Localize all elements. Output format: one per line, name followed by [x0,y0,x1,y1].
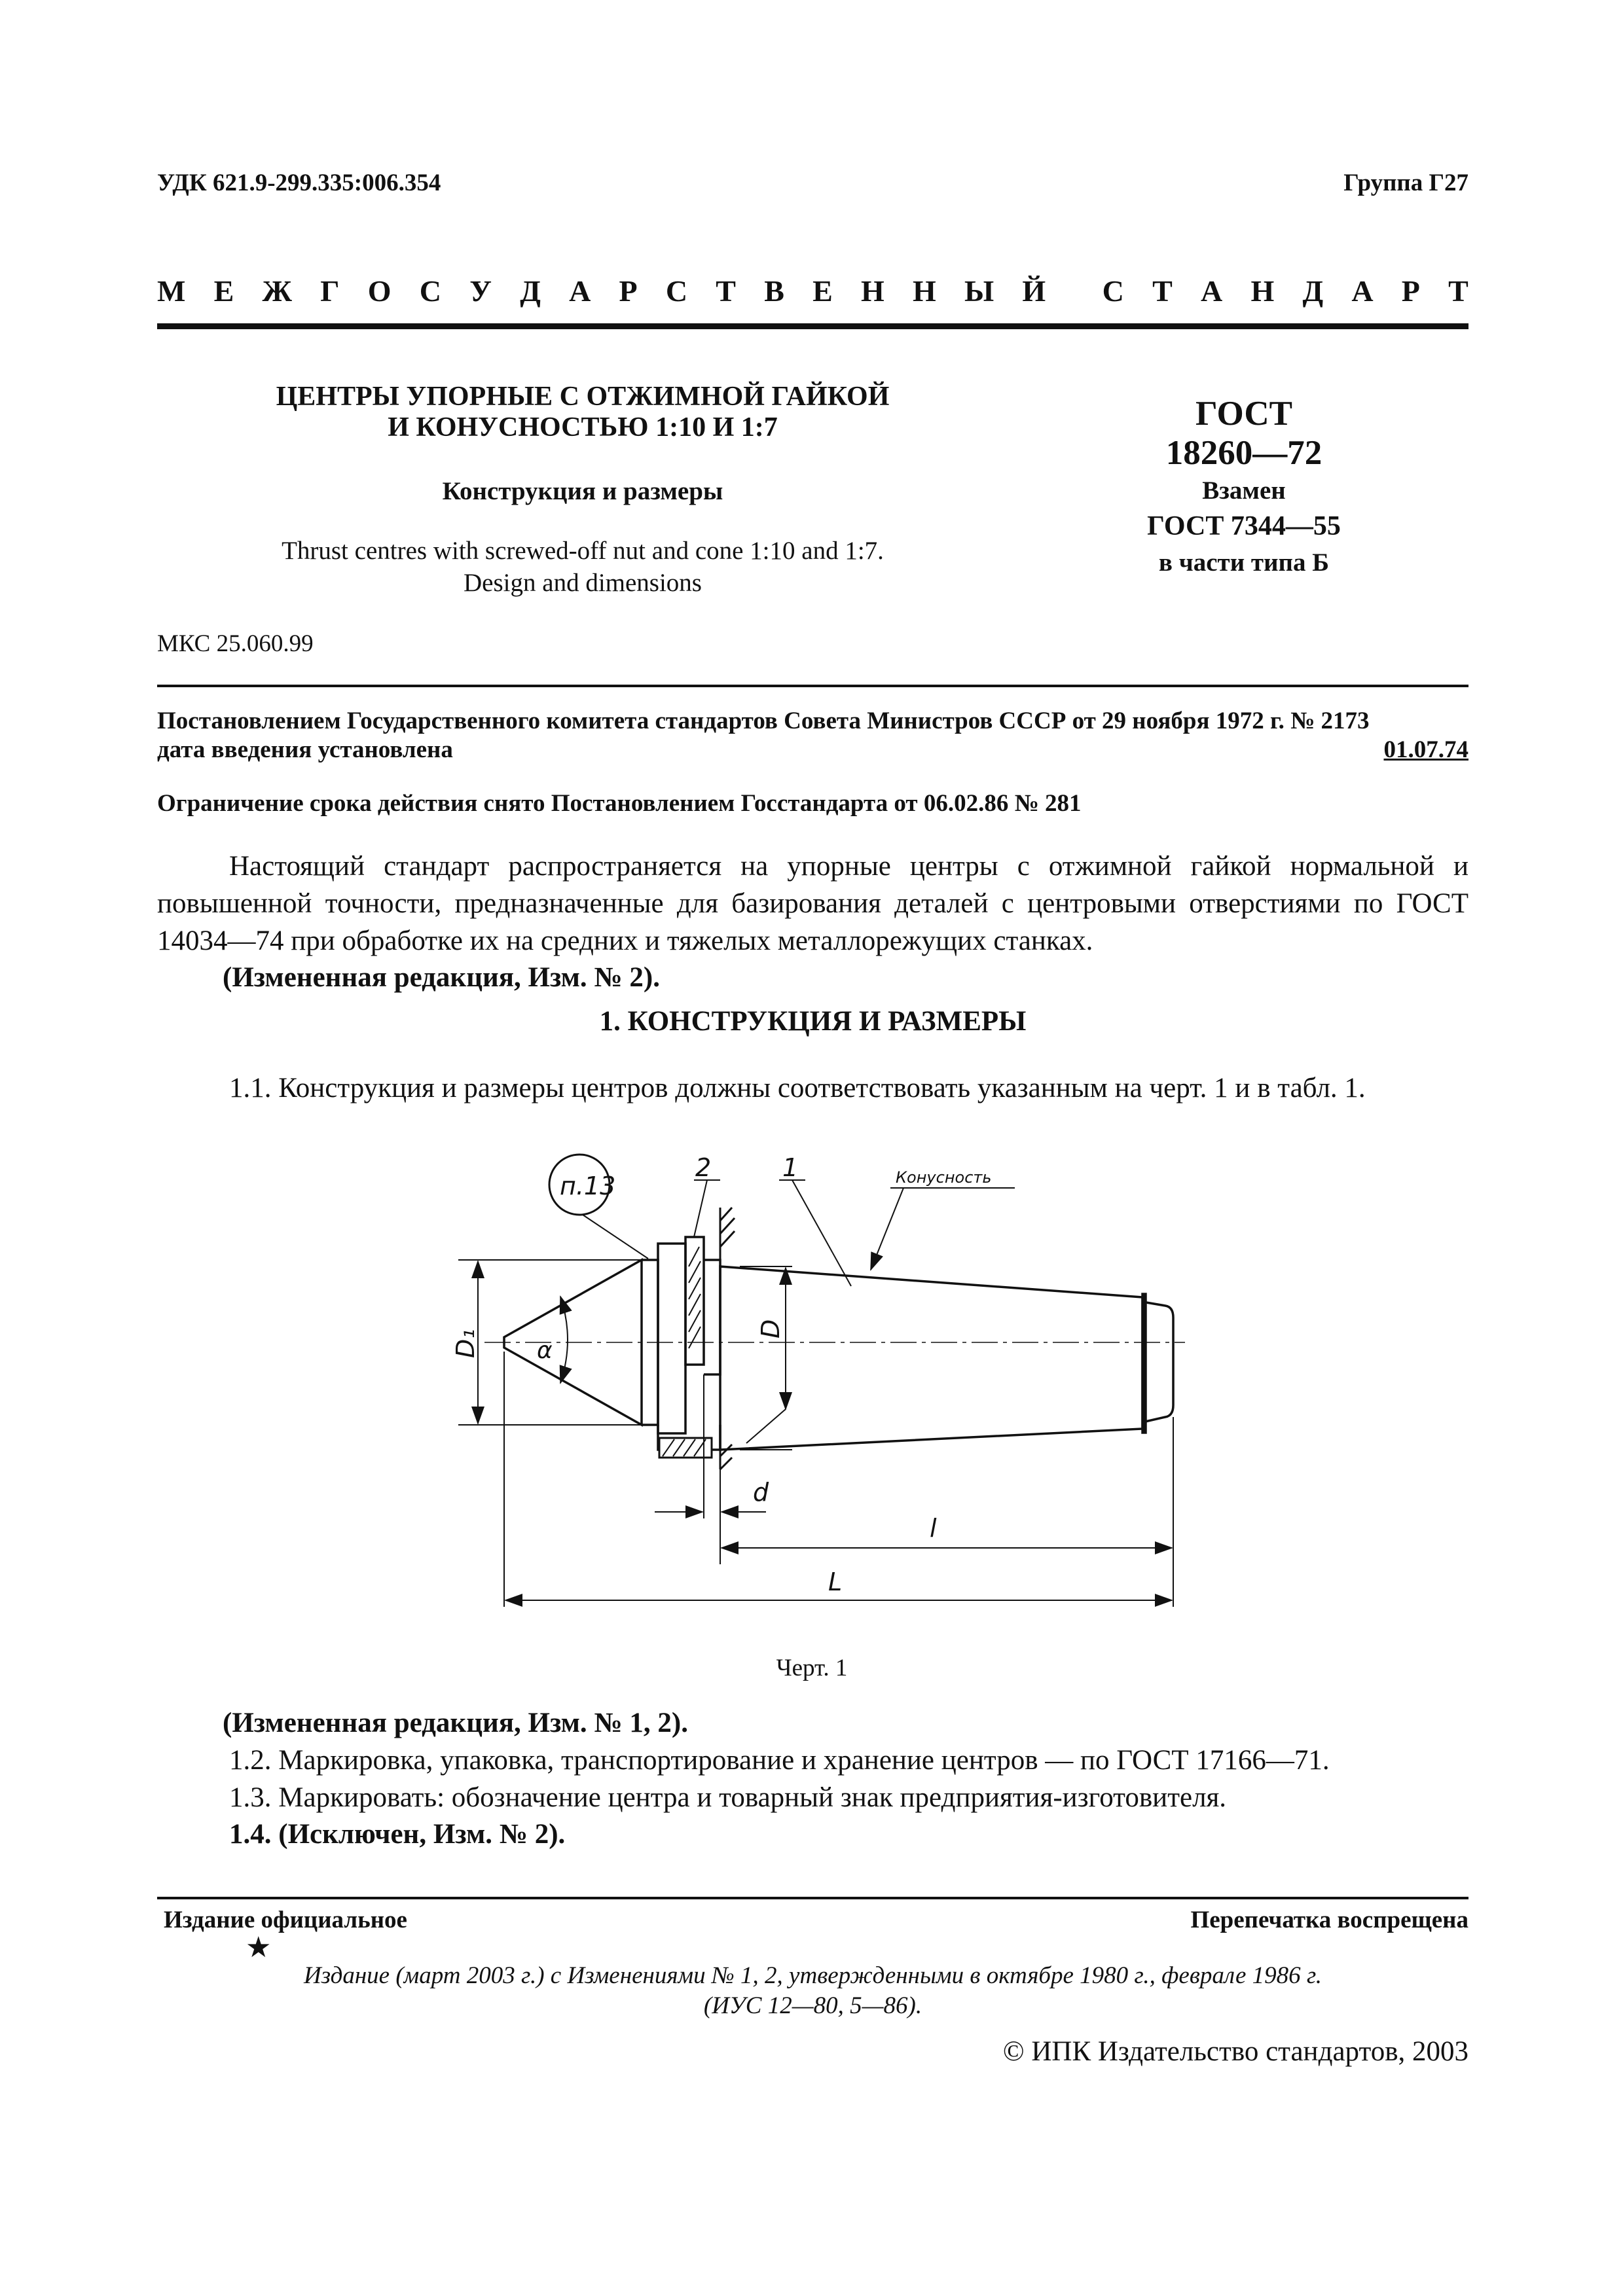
position-2-label: 2 [695,1153,712,1182]
introduction-date: 01.07.74 [1383,736,1468,764]
category-letter: Е [812,274,833,308]
category-letter: Р [1401,274,1420,308]
category-letter: У [469,274,492,308]
category-letter: А [1200,274,1223,308]
dim-l-label: l [930,1514,937,1543]
gost-label: ГОСТ [1195,395,1292,433]
category-letter: С [419,274,441,308]
resolution-line-1: Постановлением Государственного комитета стандартов Совета Министров СССР от 29 ноября 1972 г. № 2173 [157,708,1370,734]
gost-number: 18260—72 [1165,433,1322,472]
standard-category [157,274,1468,308]
document-subtitle: Конструкция и размеры [442,477,723,505]
intro-amended: (Измененная редакция, Изм. № 2). [223,962,660,994]
reprint-prohibited: Перепечатка воспрещена [1190,1907,1468,1933]
clause-1-3: 1.3. Маркировать: обозначение центра и товарный знак предприятия-изготовителя. [229,1782,1227,1813]
title-line-1: ЦЕНТРЫ УПОРНЫЕ С ОТЖИМНОЙ ГАЙКОЙ [276,382,890,412]
udk-code: УДК 621.9-299.335:006.354 [157,170,441,196]
resolution [157,707,1468,765]
gost-replaces-part: в части типа Б [1158,548,1330,577]
intro-text: Настоящий стандарт распространяется на упорные центры с отжимной гайкой нормальной и повышенной точности, предназначенные для базирования деталей с центровыми отверстиями по ГОСТ 14034—74 при обработке их на средних и тяжелых металлорежущих станках. [157,851,1468,956]
dim-big-l-label: L [828,1568,843,1596]
category-letter: Н [1250,274,1275,308]
dim-d-label: D [756,1319,785,1338]
gost-replaces: ГОСТ 7344—55 [1147,511,1341,541]
dimension-lines [458,1155,1173,1607]
english-title-line-2: Design and dimensions [464,568,702,597]
dim-alpha-label: α [537,1337,553,1364]
category-letter: М [157,274,186,308]
category-letter: Н [913,274,936,308]
category-letter: О [367,274,392,308]
support-hatching [720,1208,735,1469]
intro-paragraph [157,848,1468,997]
official-edition: Издание официальное [164,1907,407,1933]
section-heading: 1. КОНСТРУКЦИЯ И РАЗМЕРЫ [599,1006,1027,1037]
category-letter: Е [213,274,234,308]
header-rule [157,323,1468,329]
star-icon: ★ [246,1931,272,1964]
drawing-1 [451,1142,1192,1653]
taper-label: Конусность [896,1168,992,1187]
clause-1-4: 1.4. (Исключен, Изм. № 2). [229,1819,566,1850]
category-letter: С [1102,274,1124,308]
centre-outline [504,1237,1173,1450]
category-letter: В [764,274,784,308]
copyright: © ИПК Издательство стандартов, 2003 [1002,2036,1468,2067]
category-letter: Т [1448,274,1468,308]
mks-code: МКС 25.060.99 [157,630,314,657]
category-letter: А [1351,274,1374,308]
group-code: Группа Г27 [1343,170,1468,196]
category-letter: Ы [964,274,994,308]
footer-rule [157,1897,1468,1899]
edition-line-2: (ИУС 12—80, 5—86). [703,1992,922,2020]
category-letter: Р [619,274,638,308]
drawing-caption: Черт. 1 [776,1655,848,1681]
ref-circle-text: п.13 [560,1172,616,1200]
category-letter: Т [1152,274,1173,308]
nut-hatching [663,1247,706,1456]
dim-d-small-label: d [753,1478,769,1507]
english-title [157,535,1008,600]
edition-note [157,1961,1468,2022]
section-rule [157,685,1468,687]
english-title-line-1: Thrust centres with screwed-off nut and cone 1:10 and 1:7. [282,537,884,565]
category-letter: Г [320,274,340,308]
position-1-label: 1 [782,1153,799,1182]
category-letter: Т [716,274,736,308]
clause-1-1: 1.1. Конструкция и размеры центров должны соответствовать указанным на черт. 1 и в табл. 1. [229,1073,1366,1103]
category-letter: Ж [262,274,293,308]
resolution-line-2: дата введения установлена [157,736,453,764]
category-letter: Й [1022,274,1046,308]
title-line-2: И КОНУСНОСТЬЮ 1:10 И 1:7 [388,412,778,443]
category-letter: С [665,274,688,308]
category-letter: А [569,274,591,308]
clause-1-2: 1.2. Маркировка, упаковка, транспортирование и хранение центров — по ГОСТ 17166—71. [229,1744,1330,1776]
dim-d1-label: D₁ [451,1329,480,1358]
gost-replaces-label: Взамен [1202,476,1286,505]
category-letter: Н [861,274,884,308]
clauses-amended: (Измененная редакция, Изм. № 1, 2). [223,1708,688,1738]
category-letter: Д [520,274,541,308]
limit-removed: Ограничение срока действия снято Постановлением Госстандарта от 06.02.86 № 281 [157,790,1082,817]
clauses-list [157,1705,1330,1854]
document-title [157,382,1008,443]
gost-designation [1048,395,1440,580]
edition-line-1: Издание (март 2003 г.) с Изменениями № 1, 2, утвержденными в октябре 1980 г., феврале 1986 г. [303,1962,1322,1989]
category-letter: Д [1302,274,1324,308]
